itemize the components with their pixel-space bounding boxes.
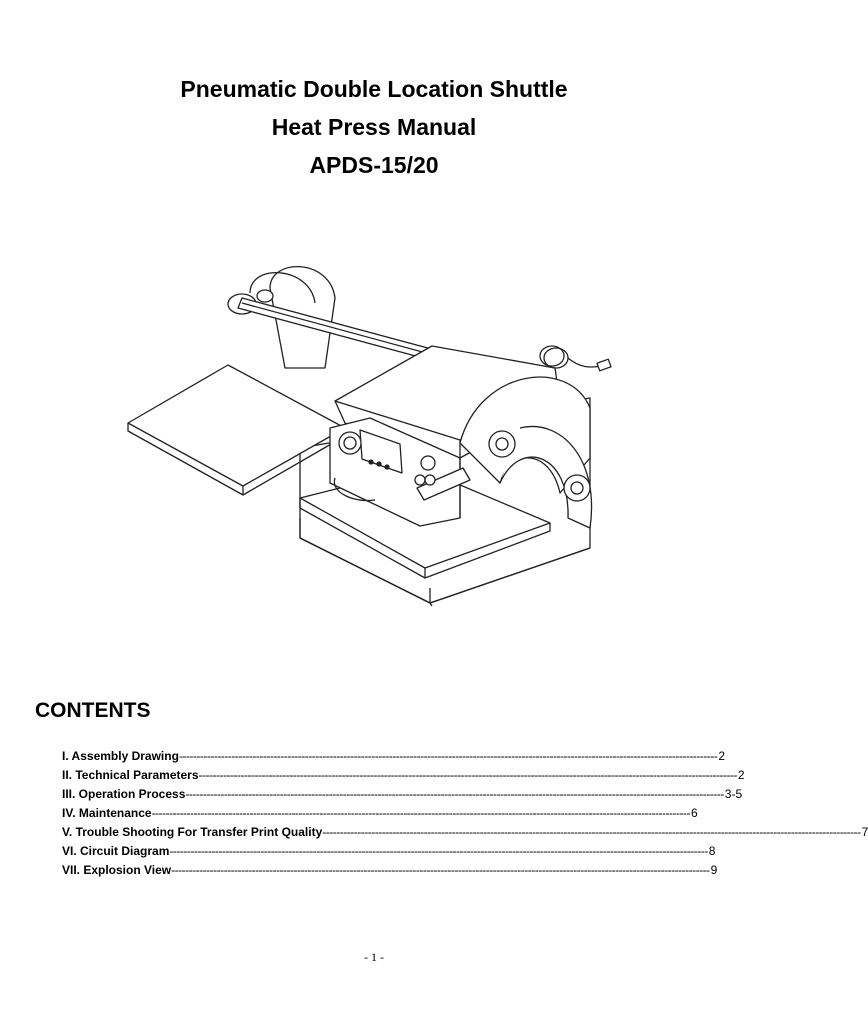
toc-entry[interactable] [62,863,718,882]
toc-entry-page: 7 [861,825,868,839]
contents-heading: CONTENTS [35,699,151,722]
toc-dot-leader: ---------------------------------------------------------------------------------------------------------------------------------------------------------- [169,844,708,858]
toc-entry-label: I. Assembly Drawing [62,749,179,763]
toc-entry[interactable] [62,787,743,806]
toc-entry-page: 6 [691,806,698,820]
toc-dot-leader: ---------------------------------------------------------------------------------------------------------------------------------------------------------- [198,768,737,782]
toc-dot-leader: ---------------------------------------------------------------------------------------------------------------------------------------------------------- [171,863,710,877]
toc-entry[interactable] [62,749,726,768]
document-title [0,70,748,184]
toc-entry-label: VI. Circuit Diagram [62,844,170,858]
toc-entry-label: VII. Explosion View [62,863,172,877]
toc-entry[interactable] [62,844,716,863]
heat-press-illustration [120,218,625,668]
toc-entry-label: III. Operation Process [62,787,186,801]
title-line-2: Heat Press Manual [271,114,477,140]
toc-entry-page: 2 [737,768,745,782]
toc-entry[interactable] [62,825,868,844]
toc-entry-label: IV. Maintenance [62,806,152,820]
toc-entry-page: 9 [710,863,718,877]
toc-entry-label: II. Technical Parameters [62,768,199,782]
toc-dot-leader: ---------------------------------------------------------------------------------------------------------------------------------------------------------- [185,787,724,801]
toc-entry-page: 3-5 [724,787,743,801]
title-line-1: Pneumatic Double Location Shuttle [180,76,568,102]
toc-entry-label: V. Trouble Shooting For Transfer Print Quality [62,825,323,839]
toc-entry-page: 2 [718,749,726,763]
toc-dot-leader: ---------------------------------------------------------------------------------------------------------------------------------------------------------- [322,825,861,839]
toc-entry[interactable] [62,806,698,825]
page-number: - 1 - [364,950,384,964]
toc-dot-leader: ---------------------------------------------------------------------------------------------------------------------------------------------------------- [151,806,690,820]
power-cable [540,346,611,371]
toc-dot-leader: ---------------------------------------------------------------------------------------------------------------------------------------------------------- [178,749,718,763]
toc-entry-page: 8 [708,844,716,858]
toc-entry[interactable] [62,768,745,787]
table-of-contents [62,749,868,882]
title-line-3: APDS-15/20 [309,152,439,178]
